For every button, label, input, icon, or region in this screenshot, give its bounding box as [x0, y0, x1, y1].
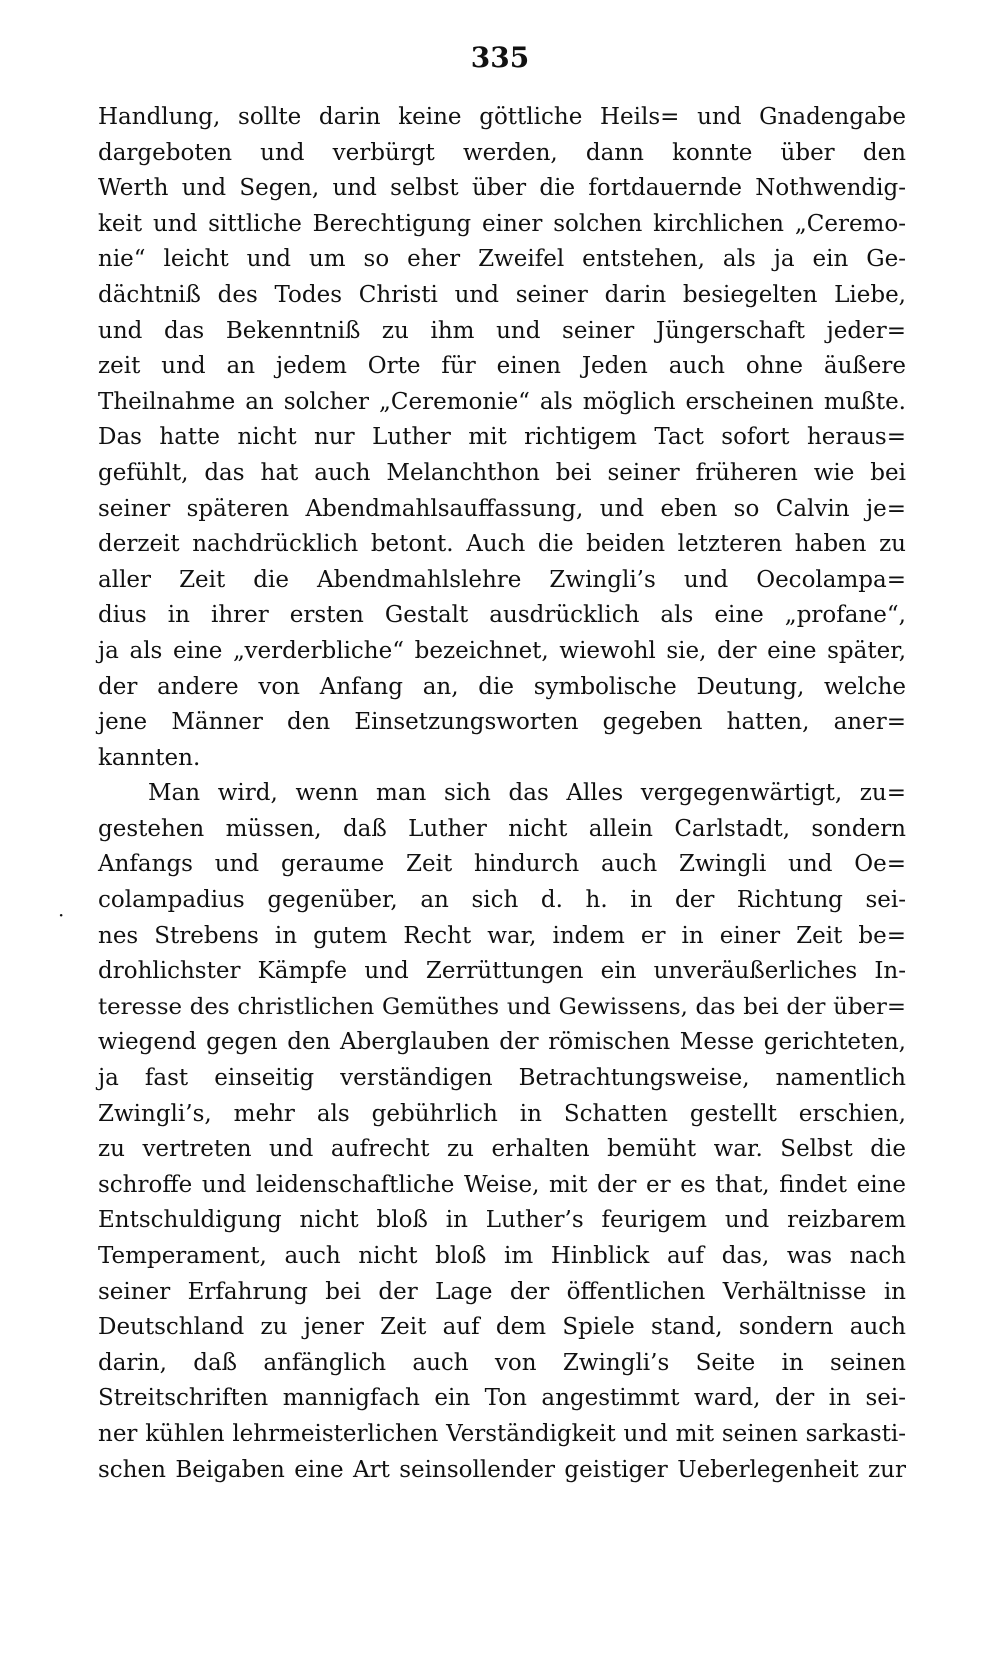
- text-line: keit und sittliche Berechtigung einer solchen kirchlichen „Ceremo-: [98, 210, 906, 237]
- text-line: Theilnahme an solcher „Ceremonie“ als möglich erscheinen mußte.: [98, 388, 906, 415]
- text-line: aller Zeit die Abendmahlslehre Zwingli’s und Oecolampa=: [98, 566, 906, 593]
- text-line: ja fast einseitig verständigen Betrachtungsweise, namentlich: [98, 1065, 906, 1092]
- text-line: dius in ihrer ersten Gestalt ausdrücklich als eine „profane“,: [98, 602, 906, 629]
- text-line: schroffe und leidenschaftliche Weise, mit der er es that, findet eine: [98, 1171, 906, 1198]
- text-line: Temperament, auch nicht bloß im Hinblick auf das, was nach: [98, 1243, 906, 1269]
- text-line: Das hatte nicht nur Luther mit richtigem Tact sofort heraus=: [98, 424, 906, 451]
- text-line: der andere von Anfang an, die symbolische Deutung, welche: [98, 673, 906, 700]
- text-line: Werth und Segen, und selbst über die fortdauernde Nothwendig-: [98, 175, 906, 202]
- text-line: Handlung, sollte darin keine göttliche Heils= und Gnadengabe: [98, 104, 906, 130]
- text-line: ner kühlen lehrmeisterlichen Verständigkeit und mit seinen sarkasti-: [98, 1420, 906, 1447]
- text-line: nie“ leicht und um so eher Zweifel entstehen, als ja ein Ge-: [98, 246, 906, 273]
- text-line: Anfangs und geraume Zeit hindurch auch Zwingli und Oe=: [98, 851, 906, 878]
- text-line: wiegend gegen den Aberglauben der römischen Messe gerichteten,: [98, 1029, 906, 1056]
- text-line: Entschuldigung nicht bloß in Luther’s feurigem und reizbarem: [98, 1207, 906, 1234]
- text-line: darin, daß anfänglich auch von Zwingli’s Seite in seinen: [98, 1349, 906, 1376]
- text-line: seiner Erfahrung bei der Lage der öffentlichen Verhältnisse in: [98, 1278, 906, 1305]
- text-line: Deutschland zu jener Zeit auf dem Spiele stand, sondern auch: [98, 1314, 906, 1341]
- text-line: Streitschriften mannigfach ein Ton angestimmt ward, der in sei-: [98, 1385, 906, 1412]
- text-line: dargeboten und verbürgt werden, dann konnte über den: [98, 139, 906, 166]
- body-text: [98, 100, 906, 1488]
- text-line: zeit und an jedem Orte für einen Jeden auch ohne äußere: [98, 353, 906, 380]
- page-number: 335: [470, 41, 530, 74]
- text-line: drohlichster Kämpfe und Zerrüttungen ein unveräußerliches In-: [98, 958, 906, 985]
- text-line: colampadius gegenüber, an sich d. h. in der Richtung sei-: [98, 887, 906, 914]
- paragraph-end-line: kannten.: [98, 744, 201, 771]
- paragraph-start-line: Man wird, wenn man sich das Alles vergegenwärtigt, zu=: [148, 780, 906, 807]
- text-line: gefühlt, das hat auch Melanchthon bei seiner früheren wie bei: [98, 459, 906, 486]
- text-line: ja als eine „verderbliche“ bezeichnet, wiewohl sie, der eine später,: [98, 637, 906, 664]
- margin-mark: ·: [58, 903, 65, 927]
- text-line: derzeit nachdrücklich betont. Auch die beiden letzteren haben zu: [98, 531, 906, 558]
- text-line: nes Strebens in gutem Recht war, indem er in einer Zeit be=: [98, 922, 906, 949]
- text-line: und das Bekenntniß zu ihm und seiner Jüngerschaft jeder=: [98, 317, 906, 344]
- text-line: jene Männer den Einsetzungsworten gegeben hatten, aner=: [98, 709, 906, 736]
- text-line: schen Beigaben eine Art seinsollender geistiger Ueberlegenheit zur: [98, 1456, 906, 1483]
- text-line: Zwingli’s, mehr als gebührlich in Schatten gestellt erschien,: [98, 1100, 906, 1127]
- text-line: dächtniß des Todes Christi und seiner darin besiegelten Liebe,: [98, 281, 906, 308]
- text-line: gestehen müssen, daß Luther nicht allein Carlstadt, sondern: [98, 815, 906, 842]
- text-line: teresse des christlichen Gemüthes und Gewissens, das bei der über=: [98, 993, 906, 1020]
- text-line: seiner späteren Abendmahlsauffassung, und eben so Calvin je=: [98, 495, 906, 522]
- text-line: zu vertreten und aufrecht zu erhalten bemüht war. Selbst die: [98, 1136, 906, 1163]
